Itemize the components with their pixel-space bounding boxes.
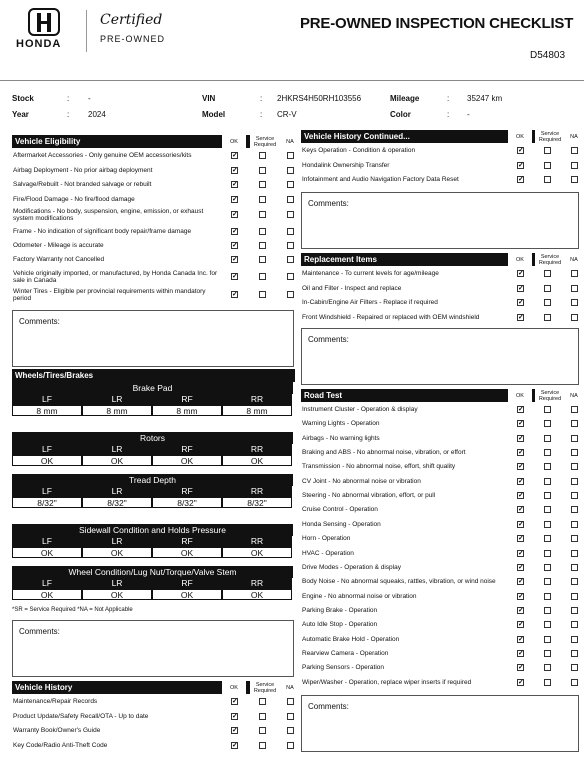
service-required-checkbox[interactable] <box>544 147 551 154</box>
vin-value: 2HKRS4H50RH103556 <box>277 94 362 103</box>
ok-checkbox[interactable] <box>231 742 238 749</box>
ok-checkbox[interactable] <box>231 196 238 203</box>
service-required-checkbox[interactable] <box>544 607 551 614</box>
service-required-checkbox[interactable] <box>259 698 266 705</box>
na-checkbox[interactable] <box>287 196 294 203</box>
service-required-checkbox[interactable] <box>544 650 551 657</box>
header-rule <box>0 80 584 81</box>
na-checkbox[interactable] <box>287 713 294 720</box>
na-checkbox[interactable] <box>287 181 294 188</box>
vehicle_eligibility-item: Airbag Deployment - No prior airbag deployment <box>13 167 153 174</box>
measurement-cell: OK <box>82 589 152 600</box>
na-checkbox[interactable] <box>287 742 294 749</box>
na-checkbox[interactable] <box>571 299 578 306</box>
measurement-cell: 8/32" <box>82 497 152 508</box>
service-required-checkbox[interactable] <box>544 270 551 277</box>
vehicle_eligibility-item: Frame - No indication of significant body repair/frame damage <box>13 228 192 235</box>
vehicle_history-item: Key Code/Radio Anti-Theft Code <box>13 741 108 749</box>
position-header: RR <box>222 486 292 497</box>
vehicle_eligibility-item: Modifications - No body, suspension, engine, emission, or exhaust system modifications <box>13 208 204 222</box>
measurement-cell: 8/32" <box>222 497 292 508</box>
service-required-checkbox[interactable] <box>259 742 266 749</box>
column-header-ok: OK <box>222 681 246 694</box>
table-title: Sidewall Condition and Holds Pressure <box>12 524 293 536</box>
road_test-item: Drive Modes - Operation & display <box>302 563 401 571</box>
table-title: Brake Pad <box>12 382 293 394</box>
position-header: LF <box>12 486 82 497</box>
vehicle_history-item: Product Update/Safety Recall/OTA - Up to date <box>13 712 149 720</box>
road_test-item: Airbags - No warning lights <box>302 434 380 442</box>
ok-checkbox[interactable] <box>517 679 524 686</box>
measurement-cell: 8/32" <box>152 497 222 508</box>
header-divider <box>86 10 87 52</box>
vehicle_eligibility-item: Fire/Flood Damage - No fire/flood damage <box>13 196 135 203</box>
na-checkbox[interactable] <box>287 167 294 174</box>
table-title: Rotors <box>12 432 293 444</box>
road_test-header: Road Test <box>301 389 579 402</box>
position-header: LR <box>82 394 152 405</box>
service-required-checkbox[interactable] <box>259 256 266 263</box>
na-checkbox[interactable] <box>571 420 578 427</box>
model-label: Model <box>202 110 226 119</box>
column-header-sr: Service Required <box>250 681 280 694</box>
ok-checkbox[interactable] <box>517 270 524 277</box>
colon: : <box>260 110 263 119</box>
road_test-item: Honda Sensing - Operation <box>302 520 381 528</box>
na-checkbox[interactable] <box>571 176 578 183</box>
na-checkbox[interactable] <box>571 492 578 499</box>
service-required-checkbox[interactable] <box>544 492 551 499</box>
na-checkbox[interactable] <box>571 435 578 442</box>
na-checkbox[interactable] <box>571 162 578 169</box>
measurement-cell: OK <box>12 589 82 600</box>
vehicle_eligibility-item: Vehicle originally imported, or manufactured, by Honda Canada Inc. for sale in Canada <box>13 270 218 284</box>
position-header: LF <box>12 444 82 455</box>
ok-checkbox[interactable] <box>517 593 524 600</box>
ok-checkbox[interactable] <box>231 152 238 159</box>
ok-checkbox[interactable] <box>231 256 238 263</box>
na-checkbox[interactable] <box>571 478 578 485</box>
ok-checkbox[interactable] <box>517 406 524 413</box>
vehicle_history-item: Warranty Book/Owner's Guide <box>13 727 101 734</box>
ok-checkbox[interactable] <box>231 181 238 188</box>
na-checkbox[interactable] <box>287 242 294 249</box>
certified-text: Certified <box>100 12 163 28</box>
road_test-item: Instrument Cluster - Operation & display <box>302 406 418 413</box>
replacement-comments-box[interactable]: Comments: <box>301 328 579 385</box>
service-required-checkbox[interactable] <box>544 463 551 470</box>
column-header-sr: Service Required <box>250 135 280 148</box>
vehicle_eligibility-item: Salvage/Rebuilt - Not branded salvage or rebuilt <box>13 181 152 188</box>
service-required-checkbox[interactable] <box>544 299 551 306</box>
ok-checkbox[interactable] <box>517 550 524 557</box>
service-required-checkbox[interactable] <box>544 506 551 513</box>
na-checkbox[interactable] <box>571 285 578 292</box>
road_test-item: CV Joint - No abnormal noise or vibration <box>302 477 421 485</box>
service-required-checkbox[interactable] <box>544 679 551 686</box>
measurement-cell: OK <box>222 455 292 466</box>
service-required-checkbox[interactable] <box>544 564 551 571</box>
service-required-checkbox[interactable] <box>544 285 551 292</box>
service-required-checkbox[interactable] <box>544 550 551 557</box>
measurement-cell: OK <box>152 547 222 558</box>
service-required-checkbox[interactable] <box>259 242 266 249</box>
na-checkbox[interactable] <box>287 228 294 235</box>
roadtest-comments-box[interactable]: Comments: <box>301 695 579 752</box>
ok-checkbox[interactable] <box>517 521 524 528</box>
road_test-item: Engine - No abnormal noise or vibration <box>302 592 417 600</box>
page-title: PRE-OWNED INSPECTION CHECKLIST <box>300 15 574 32</box>
na-checkbox[interactable] <box>287 256 294 263</box>
measurement-cell: 8 mm <box>152 405 222 416</box>
position-header: RR <box>222 536 292 547</box>
ok-checkbox[interactable] <box>517 650 524 657</box>
column-header-sr: Service Required <box>535 130 565 143</box>
column-header-na: NA <box>278 135 302 148</box>
measurement-cell: OK <box>12 455 82 466</box>
column-header-ok: OK <box>508 389 532 402</box>
ok-checkbox[interactable] <box>517 564 524 571</box>
measurement-cell: OK <box>152 455 222 466</box>
ok-checkbox[interactable] <box>517 535 524 542</box>
vehicle_history-header: Vehicle History <box>12 681 295 694</box>
service-required-checkbox[interactable] <box>544 636 551 643</box>
measurement-cell: OK <box>12 547 82 558</box>
position-header: RF <box>152 578 222 589</box>
ok-checkbox[interactable] <box>231 713 238 720</box>
ok-checkbox[interactable] <box>231 727 238 734</box>
wheels-header: Wheels/Tires/Brakes <box>12 369 295 382</box>
road_test-item: Body Noise - No abnormal squeaks, rattles, vibration, or wind noise <box>302 578 496 586</box>
service-required-checkbox[interactable] <box>544 578 551 585</box>
stock-label: Stock <box>12 94 34 103</box>
ok-checkbox[interactable] <box>231 698 238 705</box>
na-checkbox[interactable] <box>287 698 294 705</box>
ok-checkbox[interactable] <box>517 664 524 671</box>
position-header: RR <box>222 578 292 589</box>
ok-checkbox[interactable] <box>517 578 524 585</box>
road_test-item: Steering - No abnormal vibration, effort, or pull <box>302 492 436 500</box>
service-required-checkbox[interactable] <box>259 211 266 218</box>
road_test-item: HVAC - Operation <box>302 549 354 557</box>
color-label: Color <box>390 110 411 119</box>
replacement-item: Front Windshield - Repaired or replaced with OEM windshield <box>302 313 480 321</box>
road_test-item: Braking and ABS - No abnormal noise, vibration, or effort <box>302 449 466 457</box>
preowned-text: PRE-OWNED <box>100 34 165 44</box>
model-value: CR-V <box>277 110 297 119</box>
service-required-checkbox[interactable] <box>259 273 266 280</box>
ok-checkbox[interactable] <box>517 176 524 183</box>
service-required-checkbox[interactable] <box>259 727 266 734</box>
vehicle_history_cont-header: Vehicle History Continued... <box>301 130 579 143</box>
service-required-checkbox[interactable] <box>259 167 266 174</box>
road_test-item: Transmission - No abnormal noise, effort, shift quality <box>302 463 456 471</box>
ok-checkbox[interactable] <box>517 636 524 643</box>
table-title: Tread Depth <box>12 474 293 486</box>
service-required-checkbox[interactable] <box>259 181 266 188</box>
ok-checkbox[interactable] <box>517 506 524 513</box>
road_test-item: Horn - Operation <box>302 535 351 543</box>
measurement-cell: OK <box>82 547 152 558</box>
replacement-item: Maintenance - To current levels for age/mileage <box>302 270 439 277</box>
column-header-sr: Service Required <box>535 389 565 402</box>
na-checkbox[interactable] <box>571 521 578 528</box>
na-checkbox[interactable] <box>287 273 294 280</box>
position-header: LR <box>82 444 152 455</box>
na-checkbox[interactable] <box>571 270 578 277</box>
position-header: RF <box>152 536 222 547</box>
wheels-comments-box[interactable]: Comments: <box>12 620 294 677</box>
road_test-item: Wiper/Washer - Operation, replace wiper inserts if required <box>302 678 472 686</box>
road_test-item: Warning Lights - Operation <box>302 420 380 428</box>
na-checkbox[interactable] <box>287 211 294 218</box>
ok-checkbox[interactable] <box>517 420 524 427</box>
mileage-value: 35247 km <box>467 94 503 103</box>
service-required-checkbox[interactable] <box>259 196 266 203</box>
mileage-label: Mileage <box>390 94 420 103</box>
position-header: LF <box>12 394 82 405</box>
column-header-sr: Service Required <box>535 253 565 266</box>
vehicle_eligibility-item: Aftermarket Accessories - Only genuine OEM accessories/kits <box>13 152 192 159</box>
position-header: RF <box>152 444 222 455</box>
measurement-cell: OK <box>222 547 292 558</box>
ok-checkbox[interactable] <box>231 242 238 249</box>
colon: : <box>67 94 70 103</box>
replacement-item: In-Cabin/Engine Air Filters - Replace if required <box>302 299 438 306</box>
service-required-checkbox[interactable] <box>259 713 266 720</box>
vehicle_eligibility-item: Factory Warranty not Cancelled <box>13 256 105 263</box>
road_test-item: Rearview Camera - Operation <box>302 649 389 657</box>
na-checkbox[interactable] <box>287 291 294 298</box>
measurement-cell: 8 mm <box>222 405 292 416</box>
vehicle_history_cont-item: Hondalink Ownership Transfer <box>302 161 390 169</box>
measurement-cell: 8 mm <box>12 405 82 416</box>
column-header-na: NA <box>562 130 584 143</box>
color-value: - <box>467 110 470 119</box>
service-required-checkbox[interactable] <box>544 621 551 628</box>
service-required-checkbox[interactable] <box>544 162 551 169</box>
ok-checkbox[interactable] <box>231 167 238 174</box>
na-checkbox[interactable] <box>571 550 578 557</box>
na-checkbox[interactable] <box>571 679 578 686</box>
na-checkbox[interactable] <box>287 727 294 734</box>
measurement-cell: OK <box>222 589 292 600</box>
service-required-checkbox[interactable] <box>259 291 266 298</box>
year-label: Year <box>12 110 29 119</box>
ok-checkbox[interactable] <box>231 273 238 280</box>
ok-checkbox[interactable] <box>517 285 524 292</box>
ok-checkbox[interactable] <box>517 299 524 306</box>
brand-name: HONDA <box>16 38 62 50</box>
vehicle_eligibility-item: Odometer - Mileage is accurate <box>13 242 104 249</box>
document-id: D54803 <box>530 50 566 61</box>
na-checkbox[interactable] <box>287 152 294 159</box>
colon: : <box>67 110 70 119</box>
na-checkbox[interactable] <box>571 578 578 585</box>
road_test-item: Parking Sensors - Operation <box>302 664 385 672</box>
ok-checkbox[interactable] <box>517 147 524 154</box>
na-checkbox[interactable] <box>571 664 578 671</box>
column-header-na: NA <box>562 253 584 266</box>
column-header-na: NA <box>278 681 302 694</box>
service-required-checkbox[interactable] <box>544 406 551 413</box>
road_test-item: Auto Idle Stop - Operation <box>302 621 378 629</box>
na-checkbox[interactable] <box>571 607 578 614</box>
history-comments-box[interactable]: Comments: <box>301 192 579 249</box>
vehicle_history_cont-item: Keys Operation - Condition & operation <box>302 147 416 154</box>
ok-checkbox[interactable] <box>517 449 524 456</box>
honda-logo-icon <box>28 8 60 36</box>
stock-value: - <box>88 94 91 103</box>
column-header-ok: OK <box>508 130 532 143</box>
service-required-checkbox[interactable] <box>544 535 551 542</box>
ok-checkbox[interactable] <box>231 228 238 235</box>
service-required-checkbox[interactable] <box>544 314 551 321</box>
ok-checkbox[interactable] <box>517 492 524 499</box>
position-header: LF <box>12 578 82 589</box>
vehicle_eligibility-item: Winter Tires - Eligible per provincial requirements within mandatory period <box>13 288 206 302</box>
position-header: RR <box>222 394 292 405</box>
na-checkbox[interactable] <box>571 506 578 513</box>
position-header: LR <box>82 536 152 547</box>
replacement-header: Replacement Items <box>301 253 579 266</box>
vehicle_history_cont-item: Infotainment and Audio Navigation Factory Data Reset <box>302 176 459 183</box>
position-header: RF <box>152 394 222 405</box>
na-checkbox[interactable] <box>571 564 578 571</box>
position-header: LR <box>82 578 152 589</box>
service-required-checkbox[interactable] <box>544 593 551 600</box>
ok-checkbox[interactable] <box>517 463 524 470</box>
ok-checkbox[interactable] <box>231 211 238 218</box>
service-required-checkbox[interactable] <box>544 478 551 485</box>
position-header: RF <box>152 486 222 497</box>
road_test-item: Automatic Brake Hold - Operation <box>302 635 400 643</box>
column-header-na: NA <box>562 389 584 402</box>
road_test-item: Parking Brake - Operation <box>302 606 378 614</box>
service-required-checkbox[interactable] <box>544 664 551 671</box>
ok-checkbox[interactable] <box>517 478 524 485</box>
ok-checkbox[interactable] <box>517 607 524 614</box>
colon: : <box>260 94 263 103</box>
position-header: LF <box>12 536 82 547</box>
service-required-checkbox[interactable] <box>544 521 551 528</box>
na-checkbox[interactable] <box>571 449 578 456</box>
na-checkbox[interactable] <box>571 636 578 643</box>
ok-checkbox[interactable] <box>517 314 524 321</box>
measurement-cell: 8 mm <box>82 405 152 416</box>
measurement-cell: OK <box>152 589 222 600</box>
footnote: *SR = Service Required *NA = Not Applicable <box>12 607 133 613</box>
ok-checkbox[interactable] <box>231 291 238 298</box>
service-required-checkbox[interactable] <box>544 176 551 183</box>
na-checkbox[interactable] <box>571 621 578 628</box>
column-header-ok: OK <box>222 135 246 148</box>
position-header: LR <box>82 486 152 497</box>
table-title: Wheel Condition/Lug Nut/Torque/Valve Stem <box>12 566 293 578</box>
colon: : <box>447 110 450 119</box>
ok-checkbox[interactable] <box>517 621 524 628</box>
service-required-checkbox[interactable] <box>544 449 551 456</box>
column-header-ok: OK <box>508 253 532 266</box>
service-required-checkbox[interactable] <box>259 228 266 235</box>
vin-label: VIN <box>202 94 216 103</box>
vehicle_history-item: Maintenance/Repair Records <box>13 698 98 705</box>
ok-checkbox[interactable] <box>517 162 524 169</box>
na-checkbox[interactable] <box>571 593 578 600</box>
replacement-item: Oil and Filter - Inspect and replace <box>302 284 402 292</box>
service-required-checkbox[interactable] <box>544 420 551 427</box>
year-value: 2024 <box>88 110 106 119</box>
na-checkbox[interactable] <box>571 535 578 542</box>
service-required-checkbox[interactable] <box>544 435 551 442</box>
na-checkbox[interactable] <box>571 463 578 470</box>
vehicle_eligibility-header: Vehicle Eligibility <box>12 135 295 148</box>
colon: : <box>447 94 450 103</box>
measurement-cell: 8/32" <box>12 497 82 508</box>
position-header: RR <box>222 444 292 455</box>
eligibility-comments-box[interactable]: Comments: <box>12 310 294 367</box>
road_test-item: Cruise Control - Operation <box>302 506 378 514</box>
measurement-cell: OK <box>82 455 152 466</box>
na-checkbox[interactable] <box>571 147 578 154</box>
na-checkbox[interactable] <box>571 650 578 657</box>
na-checkbox[interactable] <box>571 406 578 413</box>
ok-checkbox[interactable] <box>517 435 524 442</box>
service-required-checkbox[interactable] <box>259 152 266 159</box>
na-checkbox[interactable] <box>571 314 578 321</box>
